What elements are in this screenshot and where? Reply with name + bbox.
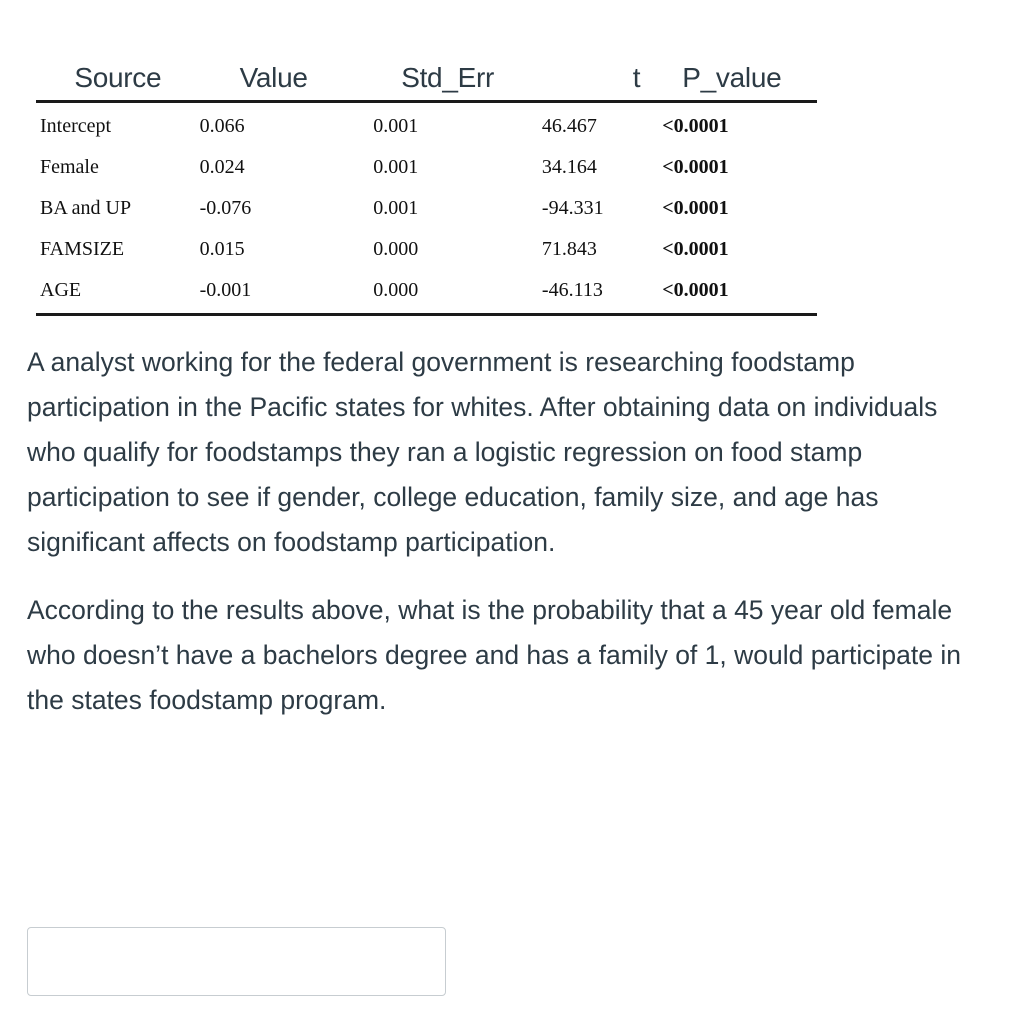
question-prompt-paragraph: According to the results above, what is the probability that a 45 year old female who doesn’t have a bachelors degree and has a family of 1, would participate in the states foodstamp program. bbox=[27, 595, 961, 715]
cell-std-err: 0.000 bbox=[373, 270, 542, 315]
cell-t: 34.164 bbox=[541, 156, 597, 178]
cell-source: AGE bbox=[36, 270, 200, 315]
cell-value: 0.066 bbox=[199, 115, 245, 137]
cell-std-err: 0.000 bbox=[373, 238, 419, 260]
table-row bbox=[36, 270, 817, 315]
cell-value: -0.076 bbox=[199, 197, 252, 219]
cell-t: -94.331 bbox=[541, 197, 604, 219]
cell-t: -46.113 bbox=[542, 270, 662, 315]
cell-p-value: <0.0001 bbox=[662, 197, 729, 219]
cell-t: 46.467 bbox=[541, 115, 597, 137]
cell-source: FAMSIZE bbox=[40, 238, 125, 260]
cell-t: 71.843 bbox=[541, 238, 597, 260]
cell-value: 0.015 bbox=[199, 238, 245, 260]
table-row bbox=[36, 147, 817, 188]
cell-value: -0.001 bbox=[200, 270, 374, 315]
header-t: t bbox=[542, 56, 662, 102]
cell-std-err: 0.001 bbox=[373, 156, 419, 178]
table-row bbox=[36, 188, 817, 229]
cell-p-value: <0.0001 bbox=[662, 238, 729, 260]
cell-p-value: <0.0001 bbox=[662, 270, 817, 315]
table-header-row bbox=[36, 56, 817, 102]
table-row bbox=[36, 102, 817, 148]
answer-input[interactable] bbox=[27, 927, 446, 996]
header-p-value: P_value bbox=[662, 56, 817, 102]
header-source: Source bbox=[36, 56, 200, 102]
cell-value: 0.024 bbox=[199, 156, 245, 178]
cell-p-value: <0.0001 bbox=[662, 115, 729, 137]
header-std-err: Std_Err bbox=[373, 56, 542, 102]
cell-std-err: 0.001 bbox=[373, 197, 419, 219]
cell-p-value: <0.0001 bbox=[662, 156, 729, 178]
header-value: Value bbox=[200, 56, 374, 102]
question-context-paragraph: A analyst working for the federal government is researching foodstamp participation in the Pacific states for whites. After obtaining data on individuals who qualify for foodstamps they ran a logistic regression on food stamp participation to see if gender, college education, family size, and age has significant affects on foodstamp participation. bbox=[27, 347, 938, 557]
cell-source: Female bbox=[40, 156, 99, 178]
cell-source: Intercept bbox=[40, 115, 112, 137]
cell-std-err: 0.001 bbox=[373, 115, 419, 137]
regression-table bbox=[36, 56, 817, 316]
cell-source: BA and UP bbox=[40, 197, 132, 219]
table-row bbox=[36, 229, 817, 270]
